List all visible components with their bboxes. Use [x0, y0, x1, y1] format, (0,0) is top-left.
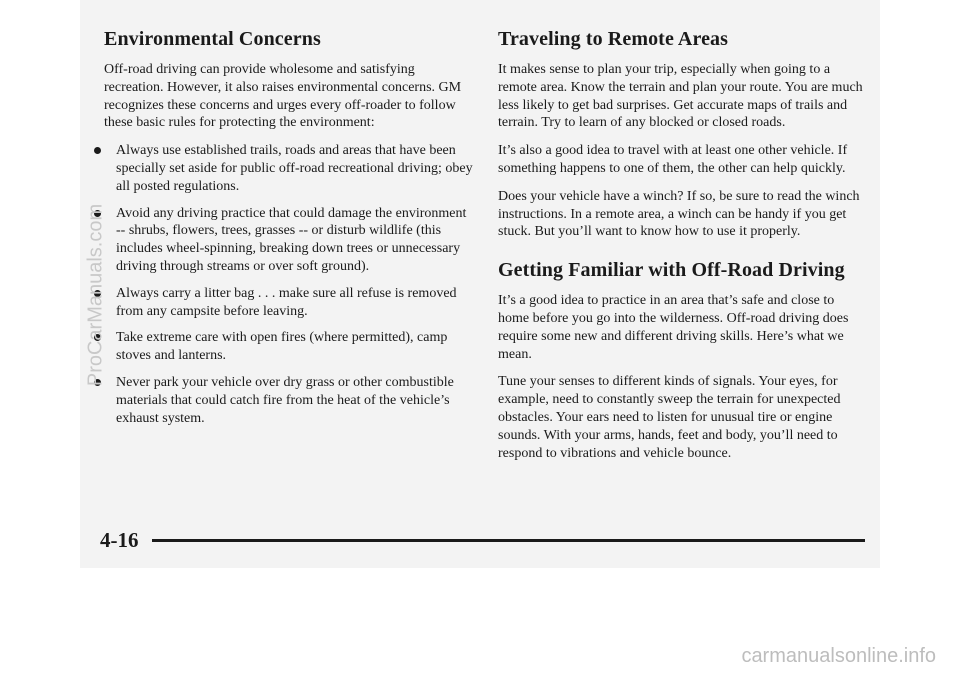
side-watermark-text: ProCarManuals.com	[84, 203, 107, 387]
paragraph: It’s a good idea to practice in an area that’s safe and close to home before you go into the wilderness. Off-road driving does require some new and different driving skills. Here’s what we mean.	[498, 293, 849, 362]
heading-traveling-remote-areas: Traveling to Remote Areas	[498, 28, 729, 50]
paragraph: Tune your senses to different kinds of signals. Your eyes, for example, need to constantly sweep the terrain for unexpected obstacles. Your ears need to listen for unusual tire or engine sounds. With your arms, hands, feet and body, you’ll need to respond to vibrations and vehicle bounce.	[498, 374, 841, 461]
side-watermark	[86, 170, 106, 420]
bullet-icon	[94, 147, 101, 154]
heading-getting-familiar-off-road: Getting Familiar with Off-Road Driving	[498, 259, 845, 282]
list-item	[94, 205, 474, 276]
list-item	[94, 329, 474, 365]
page-footer	[100, 528, 865, 552]
list-item-text: Always carry a litter bag . . . make sure all refuse is removed from any campsite before leaving.	[116, 285, 457, 319]
paragraph: Does your vehicle have a winch? If so, be sure to read the winch instructions. In a remote area, a winch can be handy if you get stuck. But you’ll want to know how to use it properly.	[498, 188, 860, 240]
paragraph: It makes sense to plan your trip, especially when going to a remote area. Know the terrain and plan your route. You are much less likely to get bad surprises. Get accurate maps of trails and terrain. Try to learn of any blocked or closed roads.	[498, 62, 863, 131]
footer-rule	[152, 539, 865, 542]
right-column	[498, 28, 863, 472]
list-item-text: Take extreme care with open fires (where permitted), camp stoves and lanterns.	[116, 330, 448, 364]
heading-environmental-concerns: Environmental Concerns	[104, 28, 321, 50]
list-item	[94, 374, 474, 427]
paragraph: It’s also a good idea to travel with at least one other vehicle. If something happens to one of them, the other can help quickly.	[498, 143, 848, 176]
list-item-text: Always use established trails, roads and areas that have been specially set aside for public off-road recreational driving; obey all posted regulations.	[116, 143, 473, 194]
bottom-watermark: carmanualsonline.info	[741, 645, 936, 667]
list-item	[94, 142, 474, 195]
list-item-text: Never park your vehicle over dry grass or other combustible materials that could catch fire from the heat of the vehicle’s exhaust system.	[116, 374, 454, 426]
environment-intro: Off-road driving can provide wholesome and satisfying recreation. However, it also raises environmental concerns. GM recognizes these concerns and urges every off-roader to follow these basic rules for protecting the environment:	[104, 62, 462, 131]
list-item	[94, 285, 474, 321]
left-column	[104, 28, 474, 436]
page-number: 4-16	[100, 528, 139, 552]
environment-rules-list	[104, 142, 474, 427]
list-item-text: Avoid any driving practice that could damage the environment -- shrubs, flowers, trees, grasses -- or disturb wildlife (this includes wheel-spinning, breaking down trees or unnecessary driving through streams or over soft ground).	[116, 205, 467, 274]
